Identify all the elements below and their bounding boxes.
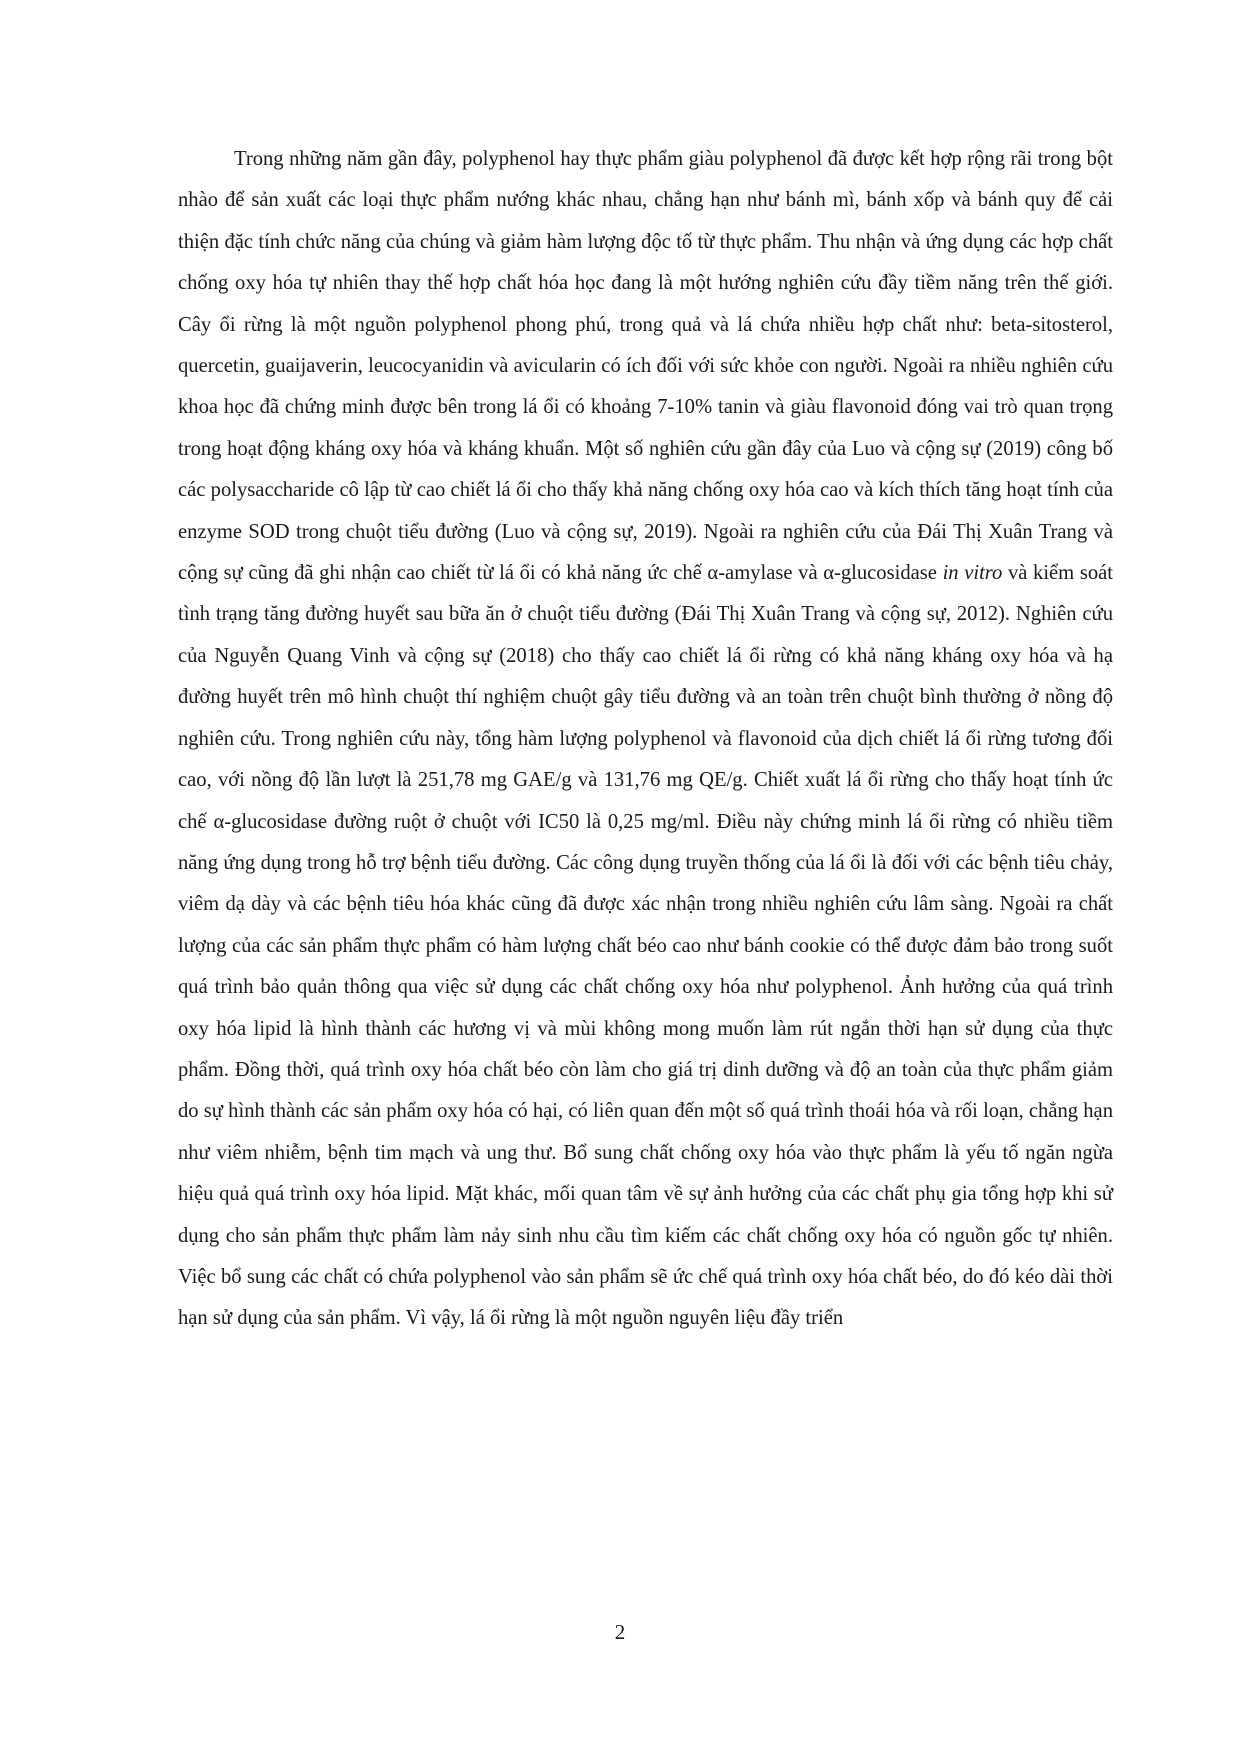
paragraph-text-part-1: Trong những năm gần đây, polyphenol hay thực phẩm giàu polyphenol đã được kết hợp rộng rãi trong bột nhào để sản xuất các loại thực phẩm nướng khác nhau, chẳng hạn như bánh mì, bánh xốp và bánh quy để cải thiện đặc tính chức năng của chúng và giảm hàm lượng độc tố từ thực phẩm. Thu nhận và ứng dụng các hợp chất chống oxy hóa tự nhiên thay thế hợp chất hóa học đang là một hướng nghiên cứu đầy tiềm năng trên thế giới. Cây ổi rừng là một nguồn polyphenol phong phú, trong quả và lá chứa nhiều hợp chất như: beta-sitosterol, quercetin, guaijaverin, leucocyanidin và avicularin có ích đối với sức khỏe con người. Ngoài ra nhiều nghiên cứu khoa học đã chứng minh được bên trong lá ổi có khoảng 7-10% tanin và giàu flavonoid đóng vai trò quan trọng trong hoạt động kháng oxy hóa và kháng khuẩn. Một số nghiên cứu gần đây của Luo và cộng sự (2019) công bố các polysaccharide cô lập từ cao chiết lá ổi cho thấy khả năng chống oxy hóa cao và kích thích tăng hoạt tính của enzyme SOD trong chuột tiểu đường (Luo và cộng sự, 2019). Ngoài ra nghiên cứu của Đái Thị Xuân Trang và cộng sự cũng đã ghi nhận cao chiết từ lá ổi có khả năng ức chế α-amylase và α-glucosidase [178,148,1113,585]
paragraph-italic-in-vitro: in vitro [942,562,1003,585]
page-number: 2 [614,1620,626,1644]
paragraph-text-part-2: và kiểm soát tình trạng tăng đường huyết sau bữa ăn ở chuột tiểu đường (Đái Thị Xuân Trang và cộng sự, 2012). Nghiên cứu của Nguyễn Quang Vinh và cộng sự (2018) cho thấy cao chiết lá ổi rừng có khả năng kháng oxy hóa và hạ đường huyết trên mô hình chuột thí nghiệm chuột gây tiểu đường và an toàn trên chuột bình thường ở nồng độ nghiên cứu. Trong nghiên cứu này, tổng hàm lượng polyphenol và flavonoid của dịch chiết lá ổi rừng tương đối cao, với nồng độ lần lượt là 251,78 mg GAE/g và 131,76 mg QE/g. Chiết xuất lá ổi rừng cho thấy hoạt tính ức chế α-glucosidase đường ruột ở chuột với IC50 là 0,25 mg/ml. Điều này chứng minh lá ổi rừng có nhiều tiềm năng ứng dụng trong hỗ trợ bệnh tiểu đường. Các công dụng truyền thống của lá ổi là đối với các bệnh tiêu chảy, viêm dạ dày và các bệnh tiêu hóa khác cũng đã được xác nhận trong nhiều nghiên cứu lâm sàng. Ngoài ra chất lượng của các sản phẩm thực phẩm có hàm lượng chất béo cao như bánh cookie có thể được đảm bảo trong suốt quá trình bảo quản thông qua việc sử dụng các chất chống oxy hóa như polyphenol. Ảnh hưởng của quá trình oxy hóa lipid là hình thành các hương vị và mùi không mong muốn làm rút ngắn thời hạn sử dụng của thực phẩm. Đồng thời, quá trình oxy hóa chất béo còn làm cho giá trị dinh dưỡng và độ an toàn của thực phẩm giảm do sự hình thành các sản phẩm oxy hóa có hại, có liên quan đến một số quá trình thoái hóa và rối loạn, chẳng hạn như viêm nhiễm, bệnh tim mạch và ung thư. Bổ sung chất chống oxy hóa vào thực phẩm là yếu tố ngăn ngừa hiệu quả quá trình oxy hóa lipid. Mặt khác, mối quan tâm về sự ảnh hưởng của các chất phụ gia tổng hợp khi sử dụng cho sản phẩm thực phẩm làm nảy sinh nhu cầu tìm kiếm các chất chống oxy hóa có nguồn gốc tự nhiên. Việc bổ sung các chất có chứa polyphenol vào sản phẩm sẽ ức chế quá trình oxy hóa chất béo, do đó kéo dài thời hạn sử dụng của sản phẩm. Vì vậy, lá ổi rừng là một nguồn nguyên liệu đầy triển [178,562,1113,1330]
paragraph [178,139,1113,1340]
body-text [178,139,1113,1340]
